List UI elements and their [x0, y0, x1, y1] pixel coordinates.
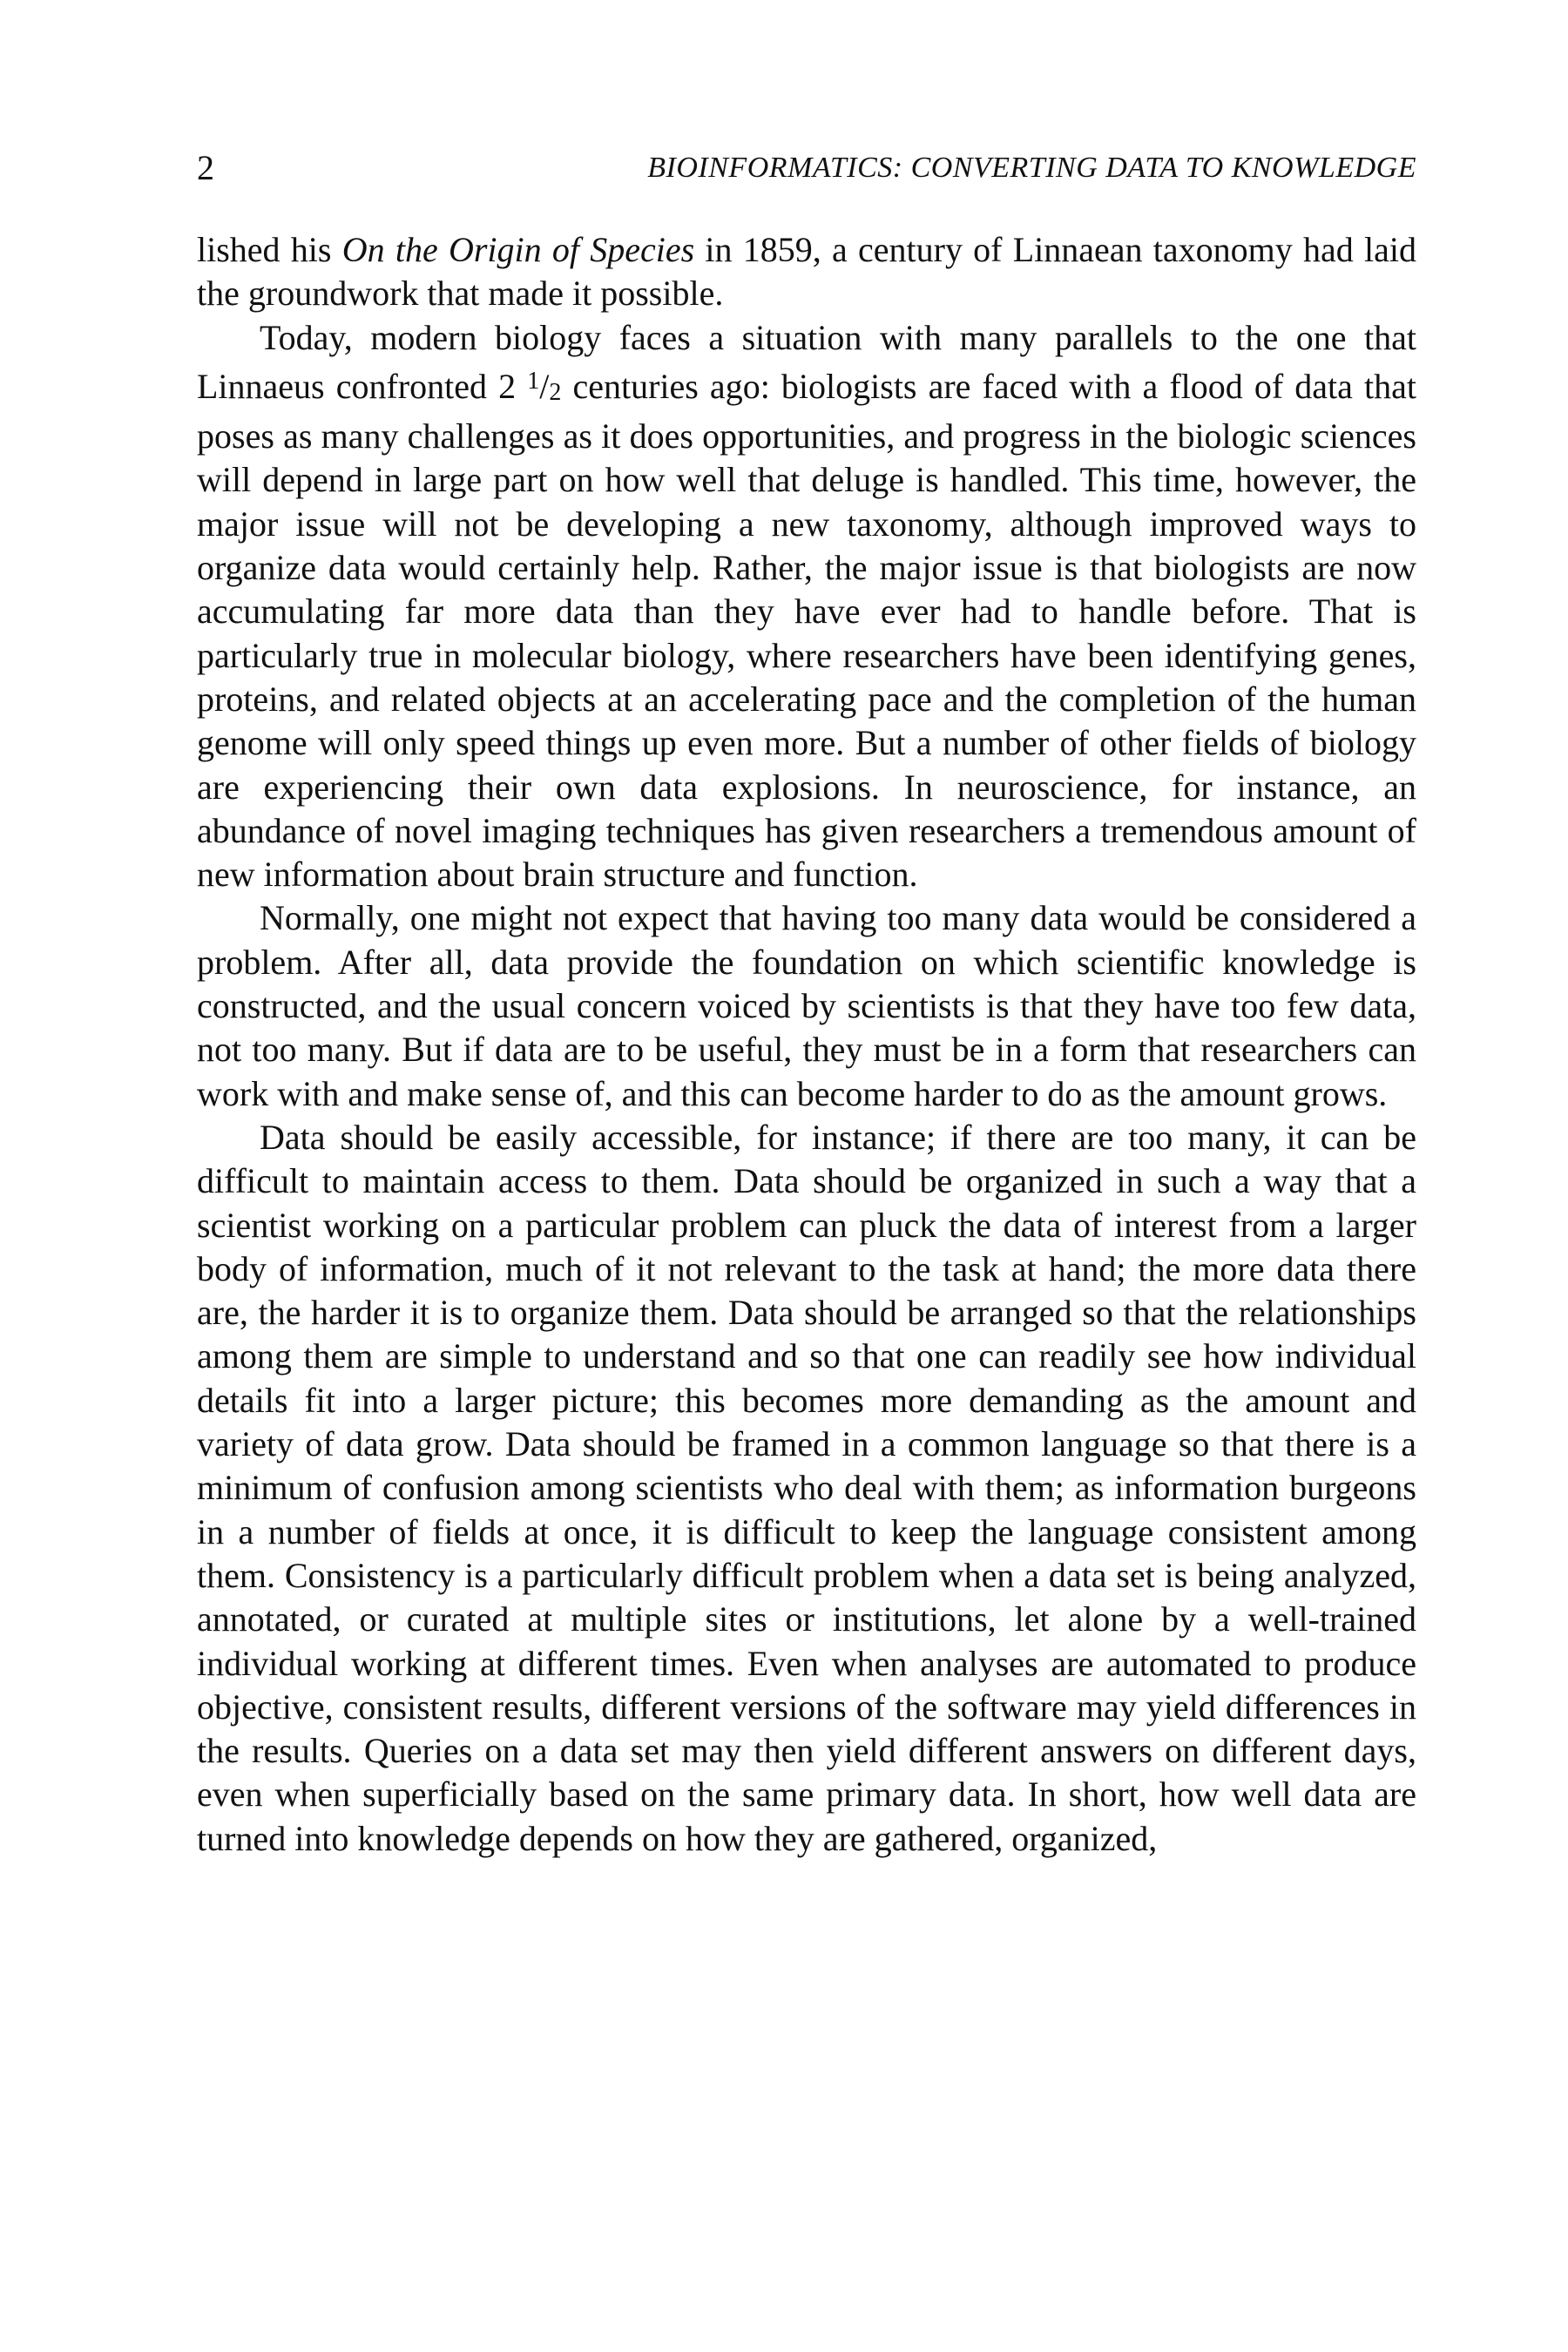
paragraph-2-text-start: Today, modern biology faces a situation with many parallels to the one that Linnaeus confronted 2 — [197, 317, 1416, 406]
page-number: 2 — [197, 148, 214, 187]
paragraph-1-text-start: lished his — [197, 230, 342, 269]
body-text — [197, 228, 1416, 1861]
paragraph-2-text-end: centuries ago: biologists are faced with a flood of data that poses as many challenges as it does opportunities, and progress in the biologic sciences will depend in large part on how well that deluge is handled. This time, however, the major issue will not be developing a new taxonomy, although improved ways to organize data would certainly help. Rather, the major issue is that biologists are now accumulating far more data than they have ever had to handle before. That is particularly true in molecular biology, where researchers have been identifying genes, proteins, and related objects at an accelerating pace and the completion of the human genome will only speed things up even more. But a number of other fields of biology are experiencing their own data explosions. In neuroscience, for instance, an abundance of novel imaging techniques has given researchers a tremendous amount of new information about brain structure and function. — [197, 366, 1416, 895]
fraction-numerator: 1 — [527, 367, 540, 395]
running-head — [197, 146, 1416, 190]
running-title: BIOINFORMATICS: CONVERTING DATA TO KNOWLEDGE — [647, 152, 1416, 184]
paragraph-4: Data should be easily accessible, for instance; if there are too many, it can be difficult to maintain access to them. Data should be organized in such a way that a scientist working on a particular problem can pluck the data of interest from a larger body of information, much of it not relevant to the task at hand; the more data there are, the harder it is to organize them. Data should be arranged so that the relationships among them are simple to understand and so that one can readily see how individual details fit into a larger picture; this becomes more demanding as the amount and variety of data grow. Data should be framed in a common language so that there is a minimum of confusion among scientists who deal with them; as information burgeons in a number of fields at once, it is difficult to keep the language consistent among them. Consistency is a particularly difficult problem when a data set is being analyzed, annotated, or curated at multiple sites or institutions, let alone by a well-trained individual working at different times. Even when analyses are automated to produce objective, consistent results, different versions of the software may yield differences in the results. Queries on a data set may then yield different answers on different days, even when superficially based on the same primary data. In short, how well data are turned into knowledge depends on how they are gathered, organized, — [197, 1117, 1416, 1858]
paragraph-3: Normally, one might not expect that having too many data would be considered a problem. After all, data provide the foundation on which scientific knowledge is constructed, and the usual concern voiced by scientists is that they have too few data, not too many. But if data are to be useful, they must be in a form that researchers can work with and make sense of, and this can become harder to do as the amount grows. — [197, 898, 1416, 1113]
paragraph-2 — [197, 316, 1416, 897]
fraction-bar: / — [539, 366, 550, 406]
paragraph-1-text-end: in 1859, a century of Linnaean taxonomy had laid the groundwork that made it possible. — [197, 230, 1416, 314]
fraction-denominator: 2 — [549, 378, 562, 406]
paragraph-1 — [197, 228, 1416, 316]
book-title: On the Origin of Species — [341, 230, 695, 269]
